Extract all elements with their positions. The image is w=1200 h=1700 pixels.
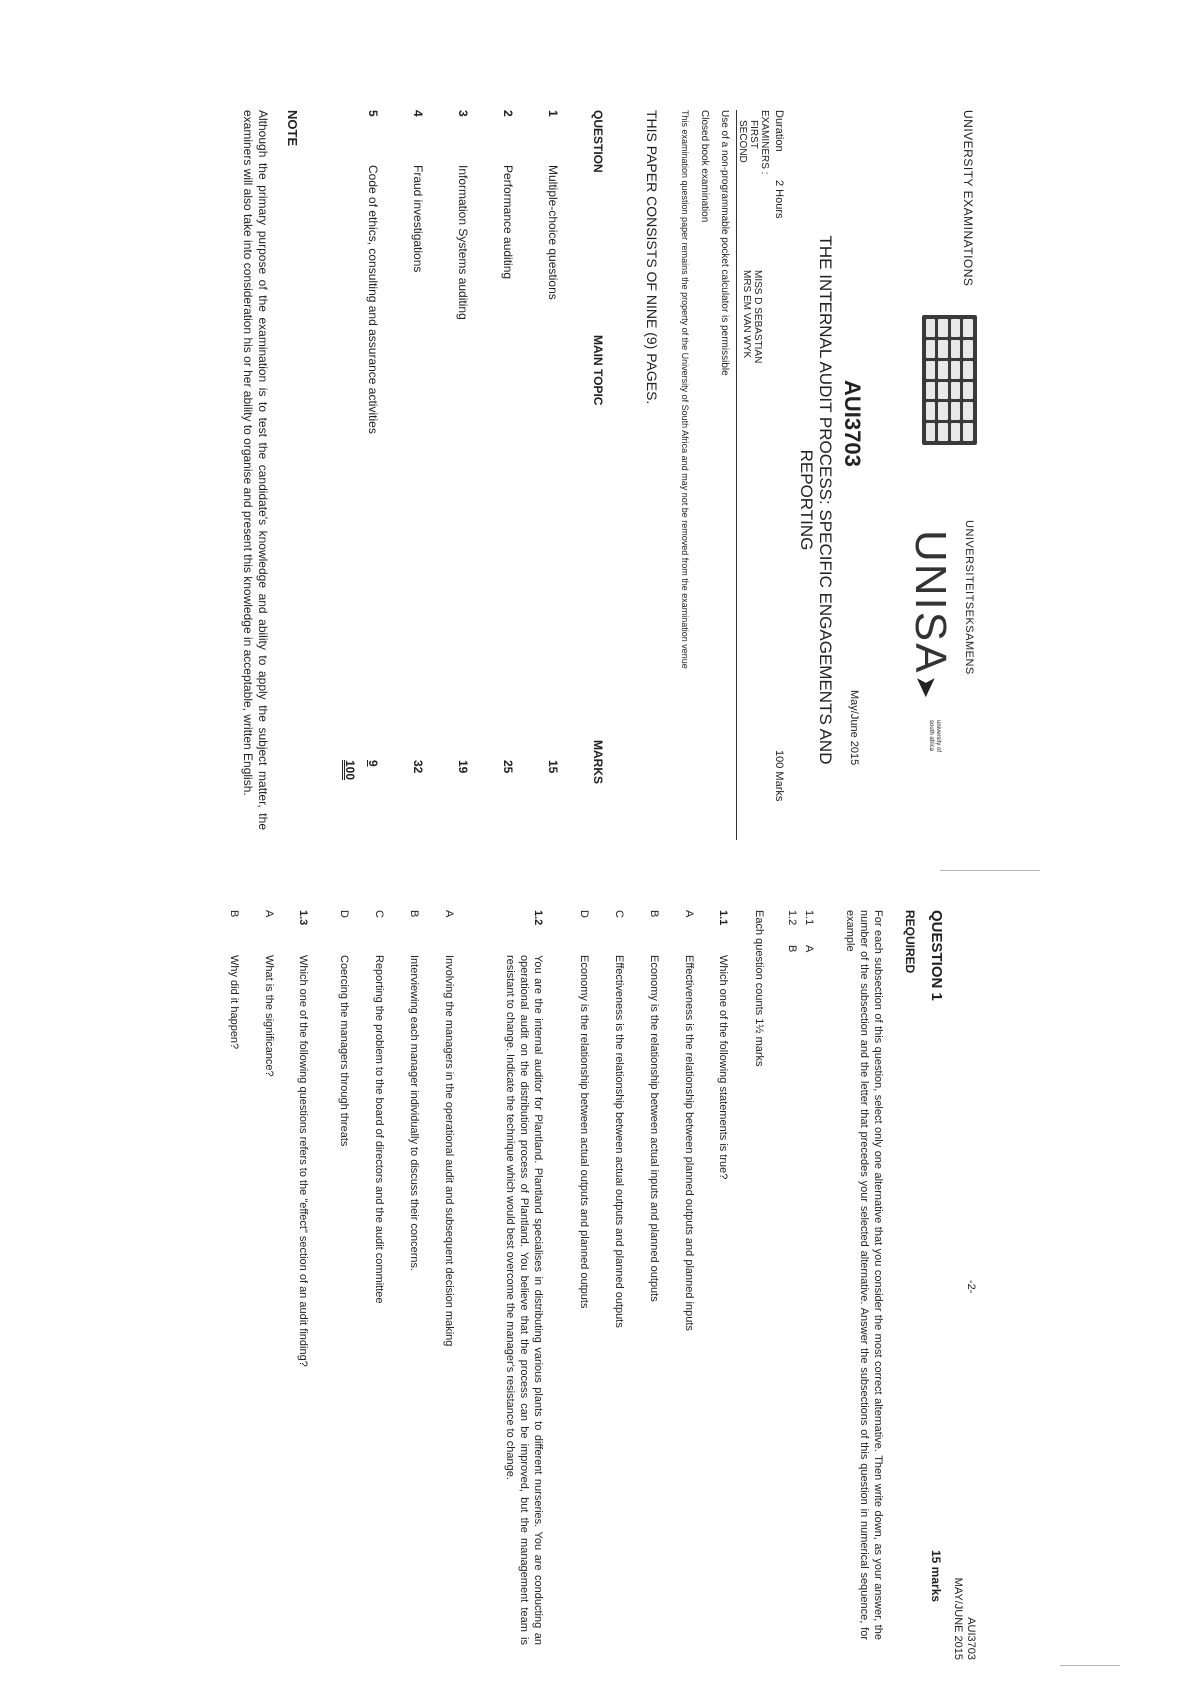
option-text: Economy is the relationship between actual outputs and planned outputs xyxy=(578,955,590,1309)
question-number: 3 xyxy=(456,110,470,117)
total-marks-value: 100 xyxy=(343,760,357,781)
question-number: 2 xyxy=(501,110,515,117)
question-topic: Code of ethics, consulting and assurance activities xyxy=(366,165,380,434)
question-marks: 19 xyxy=(456,760,470,774)
subquestion-text: Which one of the following questions refers to the "effect" section of an audit finding? xyxy=(297,955,309,1367)
example-number: 1.2 xyxy=(786,910,798,926)
scan-artifact xyxy=(1060,1665,1120,1666)
question-topic: Performance auditing xyxy=(501,165,515,280)
second-examiner: MRS EM VAN WYK xyxy=(741,270,752,359)
unisa-tagline: university of south africa xyxy=(928,720,941,753)
example-number: 1.1 xyxy=(803,910,815,926)
page-header-code xyxy=(951,1560,977,1660)
subquestion-number: 1.2 xyxy=(532,910,544,926)
exam-session: MAY/JUNE 2015 xyxy=(952,1577,964,1660)
calculator-note: Use of a non-programmable pocket calculator is permissible xyxy=(719,110,730,376)
property-note: This examination question paper remains the property of the University of South Africa and may not be removed from the examination venue xyxy=(680,110,690,669)
duration-value: 2 Hours xyxy=(773,180,785,219)
option-letter: B xyxy=(408,910,420,918)
exam-date: May/June 2015 xyxy=(848,690,860,766)
note-title: NOTE xyxy=(285,110,300,147)
example-letter: A xyxy=(803,945,815,953)
first-label: FIRST xyxy=(748,120,759,149)
course-title: THE INTERNAL AUDIT PROCESS: SPECIFIC ENGAGEMENTS AND REPORTING xyxy=(797,235,835,765)
header-rule xyxy=(736,110,737,840)
unisa-logo: UNISA xyxy=(906,530,955,675)
question-marks: 15 xyxy=(546,760,560,774)
note-text: Although the primary purpose of the examination is to test the candidate's knowledge and ability to apply the subject matter, the examiners will also take into consideration his or her ability to organise and present this knowledge in acceptable, written English. xyxy=(241,110,270,830)
examiner-names xyxy=(741,270,763,363)
main-topic-header: MAIN TOPIC xyxy=(591,335,605,406)
question-marks: 9 xyxy=(366,760,380,767)
examiners-label: EXAMINERS : xyxy=(759,110,770,175)
exam-page-2 xyxy=(0,900,985,1700)
option-letter: D xyxy=(338,910,350,918)
option-letter: D xyxy=(578,910,590,918)
second-label: SECOND xyxy=(737,120,748,163)
option-text: Interviewing each manager individually to discuss their concerns. xyxy=(408,955,420,1272)
universiteitseksamens-label: UNIVERSITEITSEKSAMENS xyxy=(963,520,975,675)
question-header: QUESTION xyxy=(591,110,605,173)
cover-header xyxy=(875,100,985,900)
question-marks: 15 marks xyxy=(929,1550,943,1603)
question-marks: 25 xyxy=(501,760,515,774)
question-title: QUESTION 1 xyxy=(928,910,945,1001)
question-marks: 32 xyxy=(411,760,425,774)
marks-per-question: Each question counts 1½ marks xyxy=(753,910,765,1067)
option-letter: A xyxy=(683,910,695,918)
example-letter: B xyxy=(786,945,798,953)
page-number: -2- xyxy=(965,1280,977,1294)
option-text: What is the significance? xyxy=(263,955,275,1077)
duration-label: Duration xyxy=(773,110,785,152)
closed-book-note: Closed book examination xyxy=(699,110,710,223)
total-marks: 100 Marks xyxy=(773,750,785,802)
option-letter: C xyxy=(613,910,625,918)
subquestion-number: 1.3 xyxy=(297,910,309,926)
option-text: Coercing the managers through threats xyxy=(338,955,350,1147)
examiners-labels xyxy=(737,110,770,174)
course-code: AUI3703 xyxy=(965,1617,977,1660)
unisa-wing-icon: ➤ xyxy=(911,675,942,699)
question-topic: Information Systems auditing xyxy=(456,165,470,320)
subquestion-number: 1.1 xyxy=(717,910,729,926)
question-number: 4 xyxy=(411,110,425,117)
option-text: Involving the managers in the operational audit and subsequent decision making xyxy=(443,955,455,1347)
option-letter: B xyxy=(228,910,240,918)
question-number: 5 xyxy=(366,110,380,117)
calculator-icon xyxy=(922,315,977,445)
option-letter: A xyxy=(263,910,275,918)
option-letter: C xyxy=(373,910,385,918)
university-examinations-label: UNIVERSITY EXAMINATIONS xyxy=(961,110,975,287)
first-examiner: MISS D SEBASTIAN xyxy=(752,270,763,364)
option-text: Reporting the problem to the board of directors and the audit committee xyxy=(373,955,385,1304)
subquestion-text: Which one of the following statements is true? xyxy=(717,955,729,1180)
instructions: For each subsection of this question, select only one alternative that you consider the most correct alternative. Then write down, as your answer, the number of the subsection and the letter that precedes your selected alternative. Answer the subsections of this question in numerical sequence, for example xyxy=(844,910,884,1640)
subquestion-text: You are the internal auditor for Plantland. Plantland specialises in distributing various plants to different nurseries. You are conducting an operational audit on the distribution process of Plantland. You believe that the process can be improved, but the management team is resistant to change. Indicate the technique which would best overcome the manager's resistance to change. xyxy=(504,955,544,1645)
option-text: Why did it happen? xyxy=(228,955,240,1050)
option-letter: B xyxy=(648,910,660,918)
question-topic: Multiple-choice questions xyxy=(546,165,560,300)
question-topic: Fraud investigations xyxy=(411,165,425,273)
option-text: Effectiveness is the relationship between planned outputs and planned inputs xyxy=(683,955,695,1331)
exam-cover-page xyxy=(0,100,985,900)
option-letter: A xyxy=(443,910,455,918)
option-text: Effectiveness is the relationship between actual outputs and planned outputs xyxy=(613,955,625,1328)
pages-statement: THIS PAPER CONSISTS OF NINE (9) PAGES. xyxy=(644,110,660,405)
question-number: 1 xyxy=(546,110,560,117)
marks-header: MARKS xyxy=(591,740,605,784)
option-text: Economy is the relationship between actual inputs and planned outputs xyxy=(648,955,660,1302)
course-code: AUI3703 xyxy=(840,380,865,467)
required-label: REQUIRED xyxy=(903,910,917,974)
